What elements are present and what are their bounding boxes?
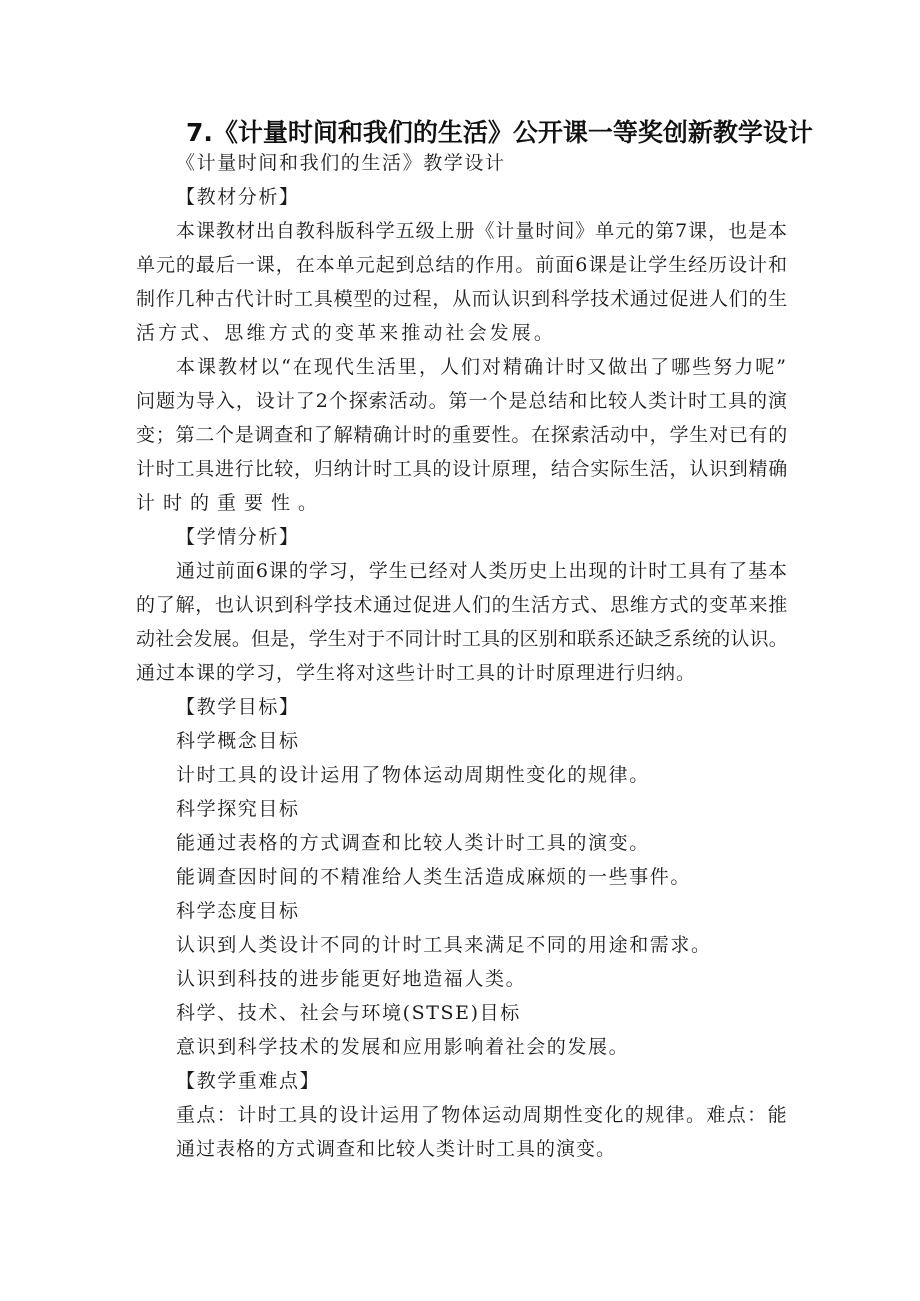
- paragraph-line: 变；第二个是调查和了解精确计时的重要性。在探索活动中，学生对已有的: [136, 424, 788, 446]
- goal-line: 意识到科学技术的发展和应用影响着社会的发展。: [176, 1036, 630, 1058]
- paragraph-line: 通过表格的方式调查和比较人类计时工具的演变。: [176, 1138, 616, 1160]
- paragraph-line: 本课教材出自教科版科学五级上册《计量时间》单元的第7课，也是本: [176, 220, 788, 242]
- lesson-subtitle: 《计量时间和我们的生活》教学设计: [176, 152, 506, 174]
- goal-line: 计时工具的设计运用了物体运动周期性变化的规律。: [176, 764, 650, 786]
- paragraph-line: 问题为导入，设计了2个探索活动。第一个是总结和比较人类计时工具的演: [136, 390, 788, 412]
- document-title: 7.《计量时间和我们的生活》公开课一等奖创新教学设计: [186, 118, 813, 147]
- heading-material-analysis: 【教材分析】: [176, 186, 300, 208]
- heading-student-analysis: 【学情分析】: [176, 526, 300, 548]
- paragraph-line: 重点：计时工具的设计运用了物体运动周期性变化的规律。难点：能: [176, 1104, 788, 1126]
- paragraph-line: 单元的最后一课，在本单元起到总结的作用。前面6课是让学生经历设计和: [136, 254, 788, 276]
- paragraph-line: 的了解，也认识到科学技术通过促进人们的生活方式、思维方式的变革来推: [136, 594, 788, 616]
- paragraph-line: 计时工具进行比较，归纳计时工具的设计原理，结合实际生活，认识到精确: [136, 458, 788, 480]
- goal-line: 能调查因时间的不精准给人类生活造成麻烦的一些事件。: [176, 866, 692, 888]
- heading-key-points: 【教学重难点】: [176, 1070, 321, 1092]
- paragraph-line: 制作几种古代计时工具模型的过程，从而认识到科学技术通过促进人们的生: [136, 288, 788, 310]
- paragraph-line: 通过本课的学习，学生将对这些计时工具的计时原理进行归纳。: [136, 662, 696, 684]
- paragraph-line: 计时的重要性。: [136, 492, 326, 514]
- heading-teaching-goals: 【教学目标】: [176, 696, 300, 718]
- goal-line: 科学概念目标: [176, 730, 300, 752]
- goal-line: 认识到人类设计不同的计时工具来满足不同的用途和需求。: [176, 934, 712, 956]
- goal-line: 科学、技术、社会与环境(STSE)目标: [176, 1002, 521, 1024]
- paragraph-line: 本课教材以“在现代生活里，人们对精确计时又做出了哪些努力呢”: [176, 356, 788, 378]
- paragraph-line: 动社会发展。但是，学生对于不同计时工具的区别和联系还缺乏系统的认识。: [136, 628, 788, 650]
- goal-line: 科学态度目标: [176, 900, 300, 922]
- goal-line: 科学探究目标: [176, 798, 300, 820]
- goal-line: 认识到科技的进步能更好地造福人类。: [176, 968, 527, 990]
- goal-line: 能通过表格的方式调查和比较人类计时工具的演变。: [176, 832, 650, 854]
- paragraph-line: 活方式、思维方式的变革来推动社会发展。: [136, 322, 556, 344]
- paragraph-line: 通过前面6课的学习，学生已经对人类历史上出现的计时工具有了基本: [176, 560, 788, 582]
